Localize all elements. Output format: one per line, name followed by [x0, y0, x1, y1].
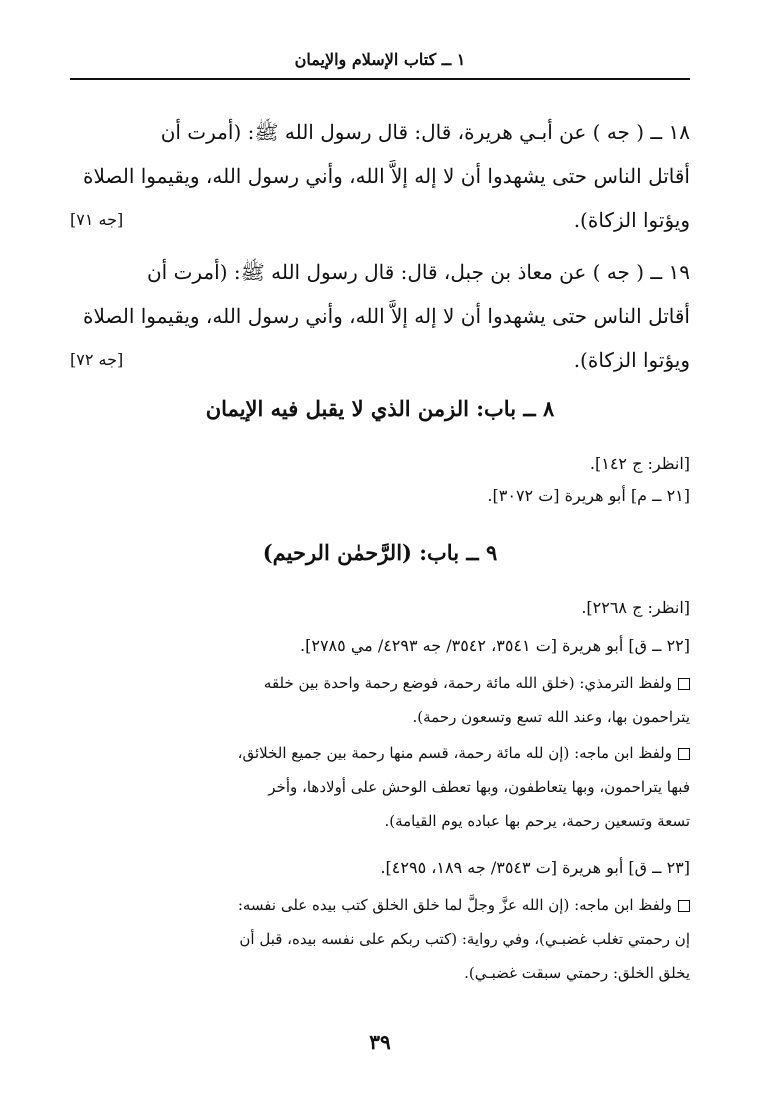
hadith-18-line-3: ويؤتوا الزكاة).	[573, 208, 690, 232]
square-bullet-icon	[678, 678, 690, 690]
note-tirmidhi-line-1: ولفظ الترمذي: (خلق الله مائة رحمة، فوضع رحمة واحدة بين خلقه	[70, 668, 690, 698]
bab-8-title: ٨ ــ باب: الزمن الذي لا يقبل فيه الإيمان	[205, 396, 555, 421]
hadith-18-line-1: ١٨ ــ ( جه ) عن أبـي هريرة، قال: قال رسول الله ﷺ: (أمرت أن	[160, 120, 690, 144]
note-tirmidhi-line-2: يتراحمون بها، وعند الله تسع وتسعون رحمة).	[412, 708, 690, 726]
bab-8-see: [انظر: ج ١٤٢].	[589, 454, 690, 473]
note-ibnmajah-line-3: تسعة وتسعين رحمة، يرحم بها عباده يوم القيامة).	[384, 812, 690, 830]
square-bullet-icon	[678, 900, 690, 912]
header-rule	[70, 78, 690, 80]
running-title: ١ ــ كتاب الإسلام والإيمان	[294, 50, 466, 69]
note-ibnmajah-line-2: فبها يتراحمون، وبها يتعاطفون، وبها تعطف الوحش على أولادها، وأخر	[268, 778, 690, 796]
hadith-19-ref: [جه ٧٢]	[70, 350, 124, 369]
page-number: ٣٩	[369, 1030, 391, 1054]
note-ibnmajah-line-1: ولفظ ابن ماجه: (إن لله مائة رحمة، قسم منها رحمة بين جميع الخلائق،	[70, 738, 690, 768]
hadith-19-line-3: ويؤتوا الزكاة).	[573, 348, 690, 372]
square-bullet-icon	[678, 748, 690, 760]
bab-9-see: [انظر: ج ٢٢٦٨].	[581, 598, 690, 617]
entry-21: [٢١ ــ م] أبو هريرة [ت ٣٠٧٢].	[487, 486, 690, 505]
entry-22: [٢٢ ــ ق] أبو هريرة [ت ٣٥٤١، ٣٥٤٢/ جه ٤٢٩٣/ مي ٢٧٨٥].	[300, 636, 690, 655]
hadith-18-line-2: أقاتل الناس حتى يشهدوا أن لا إله إلاَّ الله، وأني رسول الله، ويقيموا الصلاة	[82, 164, 690, 188]
book-page	[70, 40, 690, 1080]
hadith-19-line-2: أقاتل الناس حتى يشهدوا أن لا إله إلاَّ الله، وأني رسول الله، ويقيموا الصلاة	[82, 304, 690, 328]
note-23-line-2: إن رحمتي تغلب غضبـي)، وفي رواية: (كتب ربكم على نفسه بيده، قبل أن	[239, 930, 690, 948]
note-23-line-1: ولفظ ابن ماجه: (إن الله عزَّ وجلَّ لما خلق الخلق كتب بيده على نفسه:	[70, 890, 690, 920]
hadith-18-ref: [جه ٧١]	[70, 210, 124, 229]
hadith-19-line-1: ١٩ ــ ( جه ) عن معاذ بن جبل، قال: قال رسول الله ﷺ: (أمرت أن	[146, 260, 690, 284]
entry-23: [٢٣ ــ ق] أبو هريرة [ت ٣٥٤٣/ جه ١٨٩، ٤٢٩٥].	[380, 858, 690, 877]
bab-9-title: ٩ ــ باب: (الرَّحمٰن الرحيم)	[262, 540, 498, 565]
note-23-line-3: يخلق الخلق: رحمتي سبقت غضبـي).	[464, 964, 690, 982]
